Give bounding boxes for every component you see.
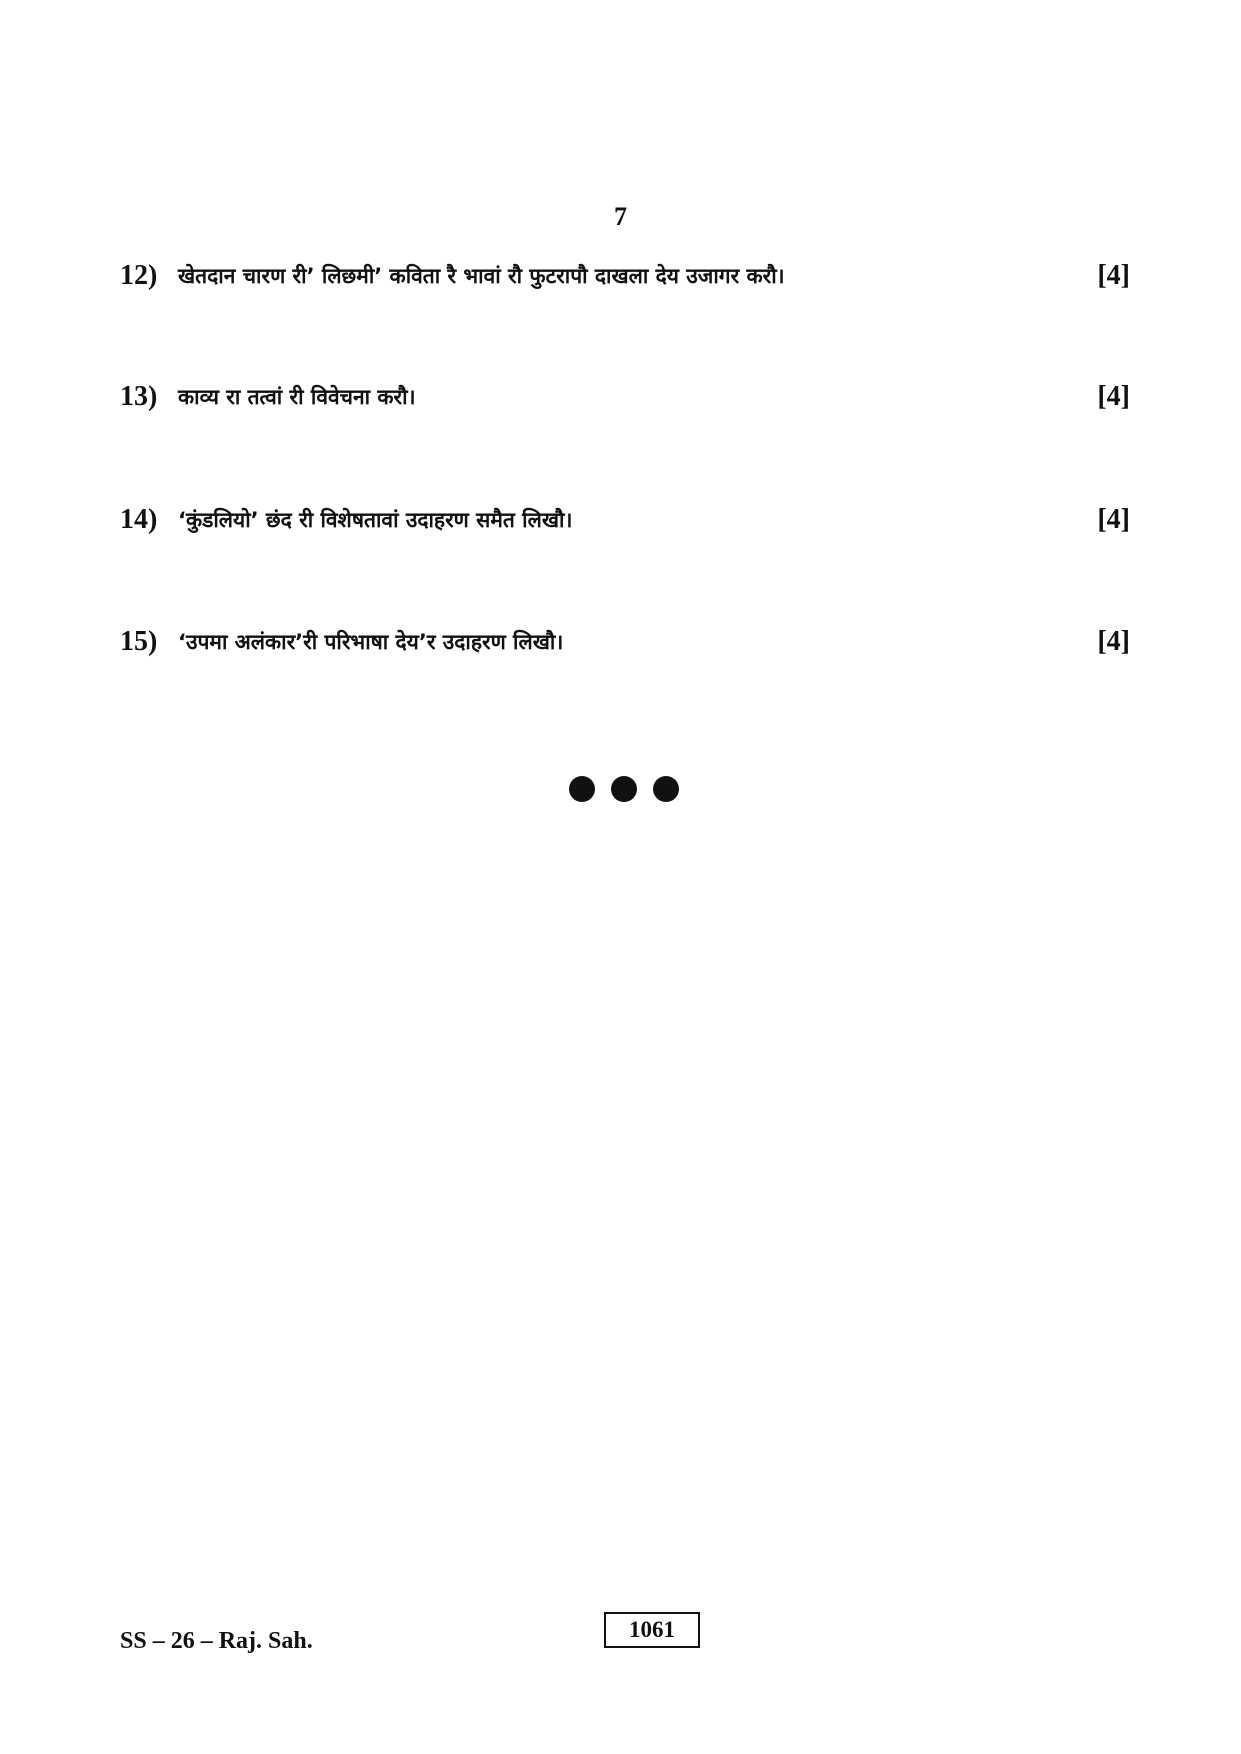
dot-icon (653, 776, 679, 802)
question-number: 14) (120, 504, 158, 535)
end-of-paper-dots (569, 776, 679, 802)
question-text: खेतदान चारण री’ लिछमी’ कविता रै भावां रौ फुटरापौ दाखला देय उजागर करौ। (178, 264, 785, 288)
question-text: ‘उपमा अलंकार’री परिभाषा देय’र उदाहरण लिखौ। (178, 630, 564, 654)
question-13 (120, 377, 1130, 417)
question-14 (120, 500, 1130, 540)
question-number: 12) (120, 260, 158, 291)
question-text: काव्य रा तत्वां री विवेचना करौ। (178, 385, 416, 409)
question-number: 13) (120, 381, 158, 412)
question-12 (120, 256, 1130, 296)
paper-code: SS – 26 – Raj. Sah. (120, 1628, 313, 1654)
question-marks: [4] (1097, 381, 1130, 412)
question-15 (120, 622, 1130, 662)
dot-icon (569, 776, 595, 802)
question-text: ‘कुंडलियो’ छंद री विशेषतावां उदाहरण समैत लिखौ। (178, 508, 573, 532)
dot-icon (611, 776, 637, 802)
page-code-box: 1061 (604, 1612, 700, 1648)
question-marks: [4] (1097, 260, 1130, 291)
question-marks: [4] (1097, 504, 1130, 535)
question-marks: [4] (1097, 626, 1130, 657)
question-number: 15) (120, 626, 158, 657)
page-number: 7 (614, 202, 627, 231)
